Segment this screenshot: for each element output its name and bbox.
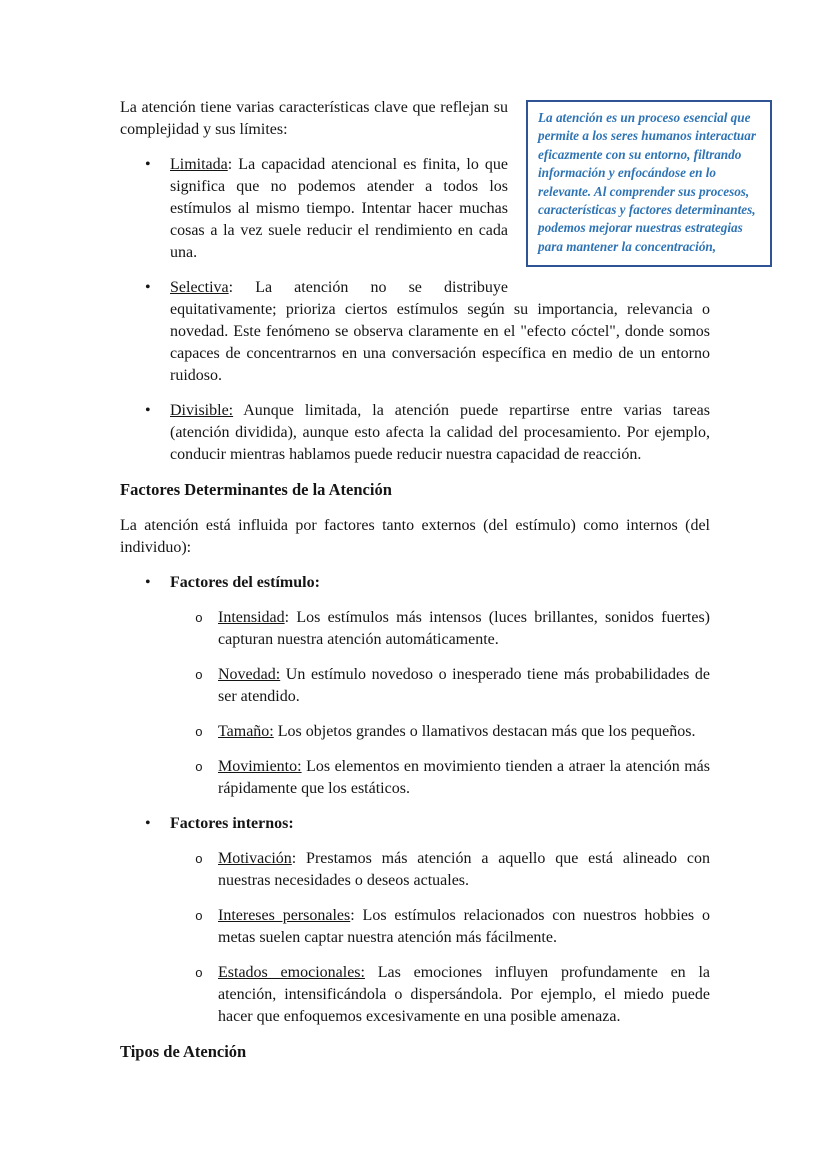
term-motivacion: Motivación — [218, 850, 292, 867]
sublist-item-tamano — [218, 721, 710, 743]
list-item-text: : Los estímulos más intensos (luces brillantes, sonidos fuertes) capturan nuestra atención automáticamente. — [218, 609, 710, 648]
list-item-text: Las emociones influyen profundamente en la atención, intensificándola o dispersándola. Por ejemplo, el miedo puede hacer que enfoquemos excesivamente en una posible amenaza. — [218, 964, 710, 1025]
term-movimiento: Movimiento: — [218, 758, 302, 775]
sublist-item-intensidad — [218, 607, 710, 651]
list-item-text: : Los estímulos relacionados con nuestros hobbies o metas suelen captar nuestra atención más fácilmente. — [218, 907, 711, 946]
label-factores-internos: Factores internos: — [170, 815, 294, 832]
list-item-text: : Prestamos más atención a aquello que está alineado con nuestras necesidades o deseos actuales. — [218, 850, 710, 889]
term-intereses-personales: Intereses personales — [218, 907, 351, 924]
term-estados-emocionales: Estados emocionales: — [218, 964, 365, 981]
label-factores-estimulo: Factores del estímulo: — [170, 574, 320, 591]
term-divisible: Divisible: — [170, 402, 234, 419]
list-item-divisible — [170, 400, 710, 466]
term-novedad: Novedad: — [218, 666, 281, 683]
list-item-text: : La atención no se distribuye equitativamente; prioriza ciertos estímulos según su importancia, relevancia o novedad. Este fenómeno se observa claramente en el "efecto cóctel", donde somos capaces de concentrarnos en una conversación específica en medio de un entorno ruidoso. — [170, 279, 710, 384]
term-selectiva: Selectiva — [170, 279, 229, 296]
heading-factores-determinantes: Factores Determinantes de la Atención — [120, 480, 392, 499]
sublist-item-estados-emocionales — [218, 962, 710, 1028]
list-item-text: Los objetos grandes o llamativos destacan más que los pequeños. — [273, 723, 696, 740]
callout-text: La atención es un proceso esencial que permite a los seres humanos interactuar eficazmente con su entorno, filtrando información y enfocándose en lo relevante. Al comprender sus procesos, características y factores determinantes, podemos mejorar nuestras estrategias para mantener la concentración, — [538, 110, 756, 254]
sublist-item-novedad — [218, 664, 710, 708]
list-item-text: Un estímulo novedoso o inesperado tiene más probabilidades de ser atendido. — [218, 666, 710, 705]
term-intensidad: Intensidad — [218, 609, 285, 626]
sublist-item-motivacion — [218, 848, 710, 892]
list-item-text: Aunque limitada, la atención puede repartirse entre varias tareas (atención dividida), aunque esto afecta la calidad del procesamiento. Por ejemplo, conducir mientras hablamos puede reducir nuestra capacidad de reacción. — [170, 402, 710, 463]
list-item-selectiva — [170, 277, 710, 387]
term-tamano: Tamaño: — [218, 723, 274, 740]
heading-tipos-de-atencion: Tipos de Atención — [120, 1042, 247, 1061]
list-item-text: Los elementos en movimiento tienden a atraer la atención más rápidamente que los estáticos. — [218, 758, 710, 797]
list-item-factores-estimulo — [170, 572, 710, 594]
list-item-limitada — [170, 154, 710, 264]
sublist-item-movimiento — [218, 756, 710, 800]
list-item-factores-internos — [170, 813, 710, 835]
factores-intro-paragraph: La atención está influida por factores tanto externos (del estímulo) como internos (del individuo): — [120, 517, 710, 556]
list-item-text: : La capacidad atencional es finita, lo que significa que no podemos atender a todos los estímulos al mismo tiempo. Intentar hacer muchas cosas a la vez suele reducir el rendimiento en cada una. — [170, 156, 508, 261]
sublist-item-intereses-personales — [218, 905, 710, 949]
intro-paragraph: La atención tiene varias características clave que reflejan su complejidad y sus límites: — [120, 99, 508, 138]
term-limitada: Limitada — [170, 156, 228, 173]
